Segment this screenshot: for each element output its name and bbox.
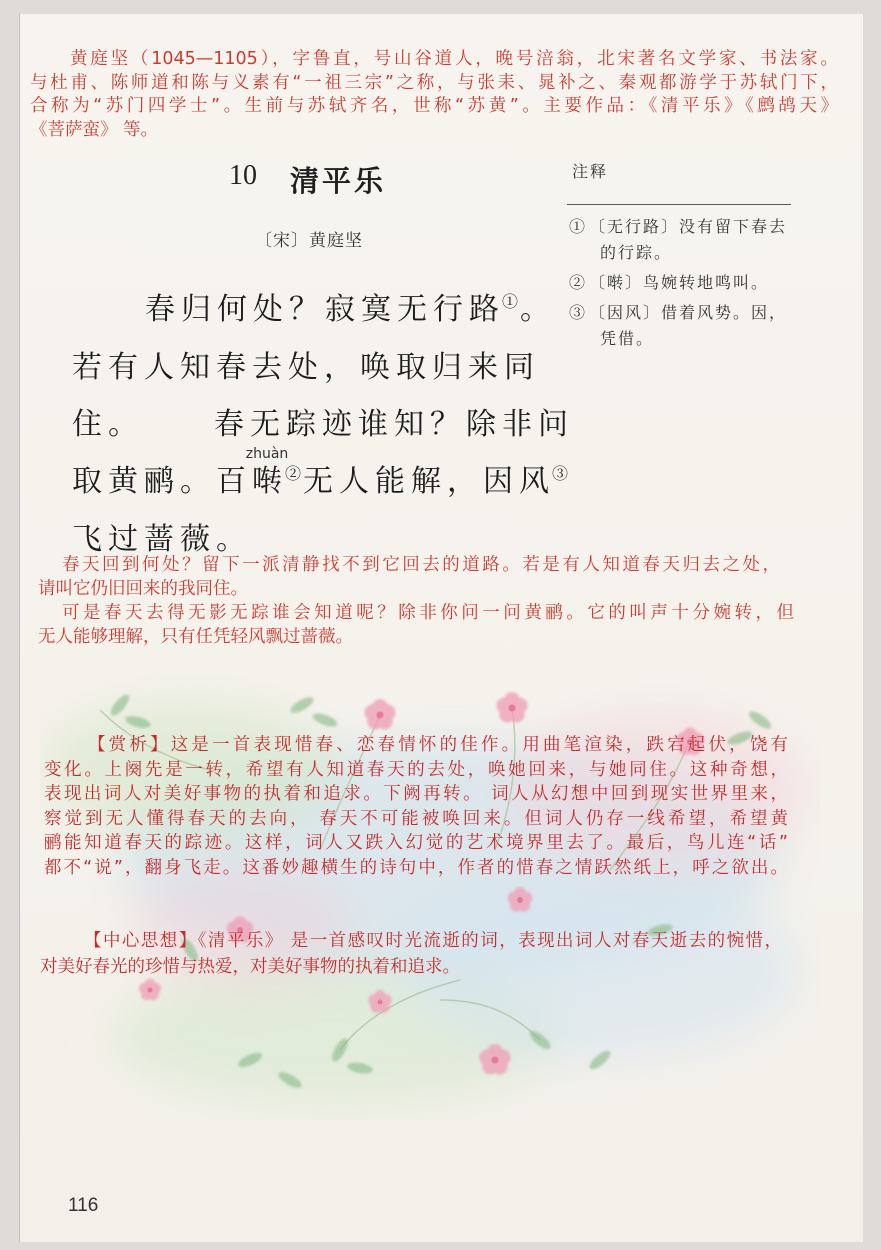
- notes-divider: [567, 204, 791, 205]
- translation-line: 无人能够理解，只有任凭轻风飘过蔷薇。: [38, 627, 353, 647]
- appreciation-line: 变化。上阕先是一转，希望有人知道春天的去处，唤她回来，与她同住。这种奇想，: [44, 759, 788, 780]
- appreciation-line: 表现出词人对美好事物的执着和追求。下阙再转。 词人从幻想中回到现实世界里来，: [44, 784, 788, 805]
- note-text: 〔无行路〕没有留下春去: [589, 217, 788, 236]
- pinyin-annotation: zhuàn: [245, 446, 289, 462]
- poem-text: 飞过蔷薇。: [72, 522, 252, 557]
- poem-text: 取黄鹂。百: [72, 464, 252, 499]
- central-idea-line: 对美好春光的珍惜与热爱，对美好事物的执着和追求。: [40, 957, 460, 977]
- poem-line: [72, 446, 570, 506]
- note-line: [569, 300, 793, 326]
- translation-line: 可是春天去得无影无踪谁会知道呢？除非你问一问黄鹂。它的叫声十分婉转，但: [62, 603, 794, 623]
- poem-text: 春归何处？寂寞无行路: [145, 292, 505, 327]
- appreciation-line: 都不“说”，翻身飞走。这番妙趣横生的诗句中，作者的惜春之情跃然纸上，呼之欲出。: [44, 857, 788, 878]
- poem-line: [72, 405, 574, 445]
- poem-text: 住。: [72, 407, 144, 442]
- appreciation-line: [88, 733, 788, 758]
- note-reference: ①: [502, 292, 519, 311]
- translation-note: [38, 553, 794, 649]
- poem-line: [145, 290, 556, 334]
- note-marker: ③: [569, 303, 586, 322]
- central-idea-note: [40, 928, 782, 980]
- translation-line: 请叫它仍旧回来的我同住。: [38, 579, 248, 599]
- poem-text: 春无踪迹谁知？除非问: [214, 407, 574, 442]
- central-idea-line: [84, 928, 782, 954]
- note-line: [569, 214, 793, 240]
- note-reference: ③: [552, 464, 569, 483]
- poem-author: 〔宋〕黄庭坚: [255, 231, 363, 251]
- note-marker: ①: [569, 217, 586, 236]
- appreciation-line: 鹂能知道春天的踪迹。这样，词人又跌入幻觉的艺术境界里去了。最后，鸟儿连“话”: [44, 833, 788, 854]
- note-item: [569, 300, 793, 352]
- poem-line: [72, 348, 540, 388]
- note-text: 〔啭〕鸟婉转地鸣叫。: [589, 273, 770, 292]
- central-idea-label: 【中心思想】: [84, 931, 198, 951]
- note-marker: ②: [569, 273, 586, 292]
- note-text: 〔因风〕借着风势。因，: [589, 303, 788, 322]
- author-intro-line: 黄庭坚（1045—1105），字鲁直，号山谷道人，晚号涪翁，北宋著名文学家、书法家。: [70, 49, 838, 69]
- note-text: 凭借。: [600, 329, 655, 348]
- annotated-character: [245, 446, 289, 502]
- note-reference: ②: [285, 464, 302, 483]
- author-intro-line: 合称为“苏门四学士”。生前与苏轼齐名，世称“苏黄”。主要作品：《清平乐》《鹧鸪天》: [30, 96, 838, 117]
- poem-text: 若有人知春去处，唤取归来同: [72, 350, 540, 385]
- note-item: [569, 214, 793, 266]
- note-line: [569, 270, 793, 296]
- poem-text: 啭: [252, 464, 288, 499]
- appreciation-label: 【赏析】: [88, 735, 171, 755]
- page-number: 116: [68, 1195, 99, 1216]
- appreciation-line: 察觉到无人懂得春天的去向， 春天不可能被唤回来。但词人仍存一线希望，希望黄: [44, 808, 788, 829]
- note-item: [569, 270, 793, 296]
- appreciation-note: [44, 733, 788, 881]
- notes-heading: 注释: [572, 162, 609, 181]
- author-intro-line: 与杜甫、陈师道和陈与义素有“一祖三宗”之称，与张耒、晁补之、秦观都游学于苏轼门下，: [30, 72, 838, 93]
- floral-watercolor-illustration: [40, 650, 820, 1120]
- author-introduction-note: [30, 48, 838, 143]
- translation-line: 春天回到何处？留下一派清静找不到它回去的道路。若是有人知道春天归去之处，: [62, 555, 780, 575]
- notes-list: [569, 214, 793, 356]
- central-idea-text: 《清平乐》 是一首感叹时光流逝的词，表现出词人对春天逝去的惋惜，: [197, 931, 783, 951]
- author-intro-line: 《菩萨蛮》 等。: [30, 120, 159, 141]
- note-text: 的行踪。: [600, 243, 673, 262]
- poem-text: 无人能解，因风: [303, 464, 556, 499]
- appreciation-text: 这是一首表现惜春、恋春情怀的佳作。用曲笔渲染，跌宕起伏，饶有: [170, 735, 789, 755]
- lesson-number: 10: [229, 160, 257, 191]
- poem-text: 。: [520, 292, 557, 327]
- lesson-title: 清平乐: [290, 164, 387, 198]
